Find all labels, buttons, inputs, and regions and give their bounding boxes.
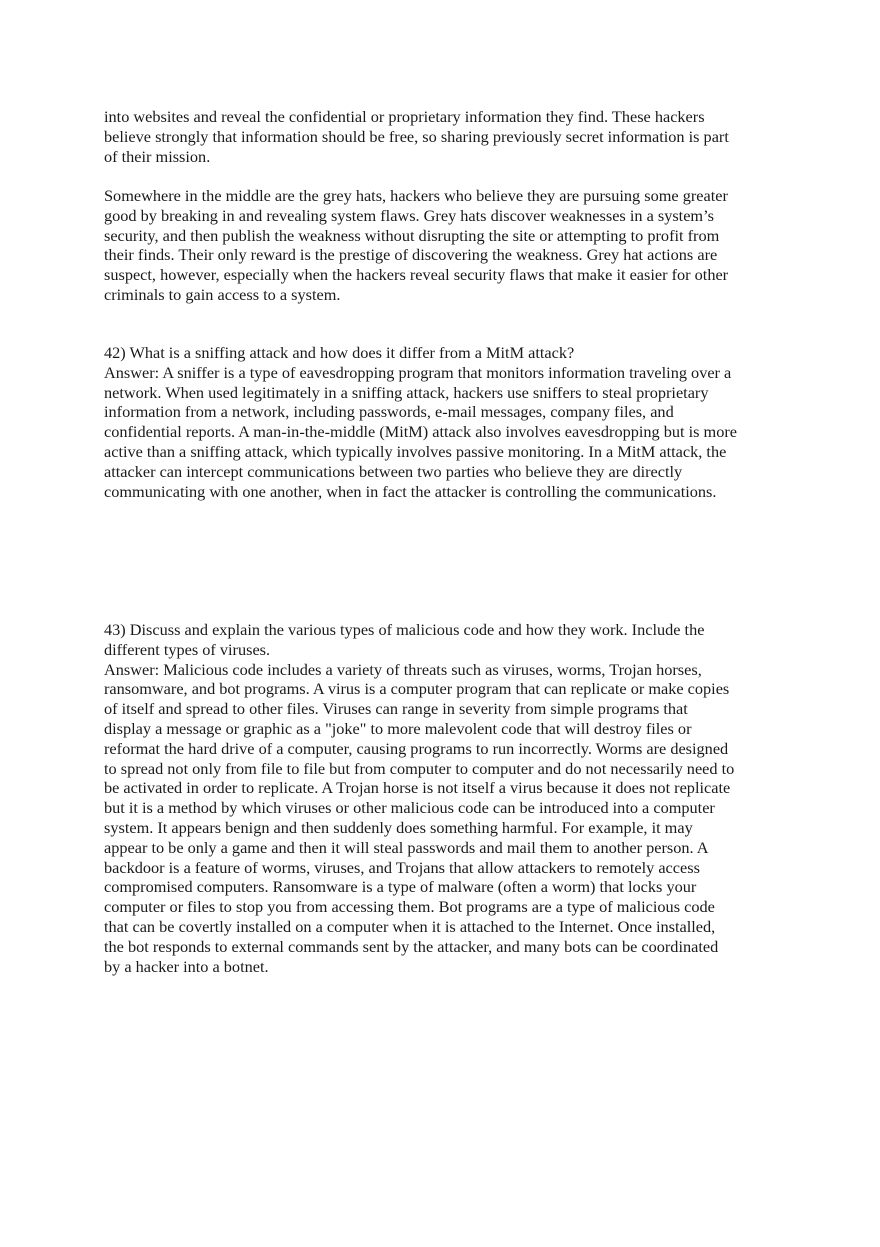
answer-line: system. It appears benign and then suddenly does something harmful. For example, it may: [104, 817, 693, 837]
answer-line: ransomware, and bot programs. A virus is a computer program that can replicate or make copies: [104, 679, 730, 699]
answer-line: reformat the hard drive of a computer, causing programs to run incorrectly. Worms are designed: [104, 738, 729, 758]
text-line: into websites and reveal the confidential or proprietary information they find. These hackers: [104, 107, 705, 126]
answer-line: information from a network, including passwords, e-mail messages, company files, and: [104, 402, 674, 422]
answer-line: the bot responds to external commands sent by the attacker, and many bots can be coordinated: [104, 936, 719, 956]
answer-line: compromised computers. Ransomware is a type of malware (often a worm) that locks your: [104, 877, 697, 897]
text-line: good by breaking in and revealing system flaws. Grey hats discover weaknesses in a system’s: [104, 205, 714, 225]
answer-line: attacker can intercept communications between two parties who believe they are directly: [104, 461, 683, 481]
question-text: 43) Discuss and explain the various types of malicious code and how they work. Include the: [104, 620, 705, 639]
answer-line: Answer: Malicious code includes a variety of threats such as viruses, worms, Trojan horses,: [104, 659, 702, 679]
question-text: different types of viruses.: [104, 639, 271, 659]
text-line: of their mission.: [104, 146, 211, 166]
text-line: security, and then publish the weakness without disrupting the site or attempting to profit from: [104, 225, 720, 245]
paragraph-hacker-ideology: [104, 107, 784, 166]
answer-line: backdoor is a feature of worms, viruses, and Trojans that allow attackers to remotely access: [104, 857, 700, 877]
answer-line: communicating with one another, when in fact the attacker is controlling the communications.: [104, 481, 717, 501]
answer-line: Answer: A sniffer is a type of eavesdropping program that monitors information traveling over a: [104, 362, 732, 382]
answer-line: be activated in order to replicate. A Trojan horse is not itself a virus because it does not replicate: [104, 778, 731, 798]
text-line: their finds. Their only reward is the prestige of discovering the weakness. Grey hat actions are: [104, 245, 718, 265]
question-text: 42) What is a sniffing attack and how does it differ from a MitM attack?: [104, 343, 575, 362]
text-line: suspect, however, especially when the hackers reveal security flaws that make it easier for other: [104, 265, 729, 285]
answer-line: but it is a method by which viruses or other malicious code can be introduced into a computer: [104, 798, 715, 818]
answer-line: that can be covertly installed on a computer when it is attached to the Internet. Once installed,: [104, 916, 716, 936]
answer-line: network. When used legitimately in a sniffing attack, hackers use sniffers to steal proprietary: [104, 382, 709, 402]
paragraph-grey-hats: [104, 186, 784, 305]
answer-line: display a message or graphic as a "joke" to more malevolent code that will destroy files or: [104, 718, 692, 738]
question-42: [104, 343, 784, 501]
answer-line: by a hacker into a botnet.: [104, 956, 269, 976]
answer-line: appear to be only a game and then it will steal passwords and mail them to another person. A: [104, 837, 709, 857]
question-43: [104, 620, 784, 976]
answer-line: to spread not only from file to file but from computer to computer and do not necessarily need to: [104, 758, 735, 778]
answer-line: computer or files to stop you from accessing them. Bot programs are a type of malicious code: [104, 897, 715, 917]
answer-line: confidential reports. A man-in-the-middle (MitM) attack also involves eavesdropping but is more: [104, 422, 738, 442]
answer-line: active than a sniffing attack, which typically involves passive monitoring. In a MitM attack, the: [104, 441, 727, 461]
text-line: Somewhere in the middle are the grey hats, hackers who believe they are pursuing some greater: [104, 186, 728, 205]
text-line: believe strongly that information should be free, so sharing previously secret information is part: [104, 126, 729, 146]
answer-line: of itself and spread to other files. Viruses can range in severity from simple programs that: [104, 699, 688, 719]
text-line: criminals to gain access to a system.: [104, 284, 341, 304]
